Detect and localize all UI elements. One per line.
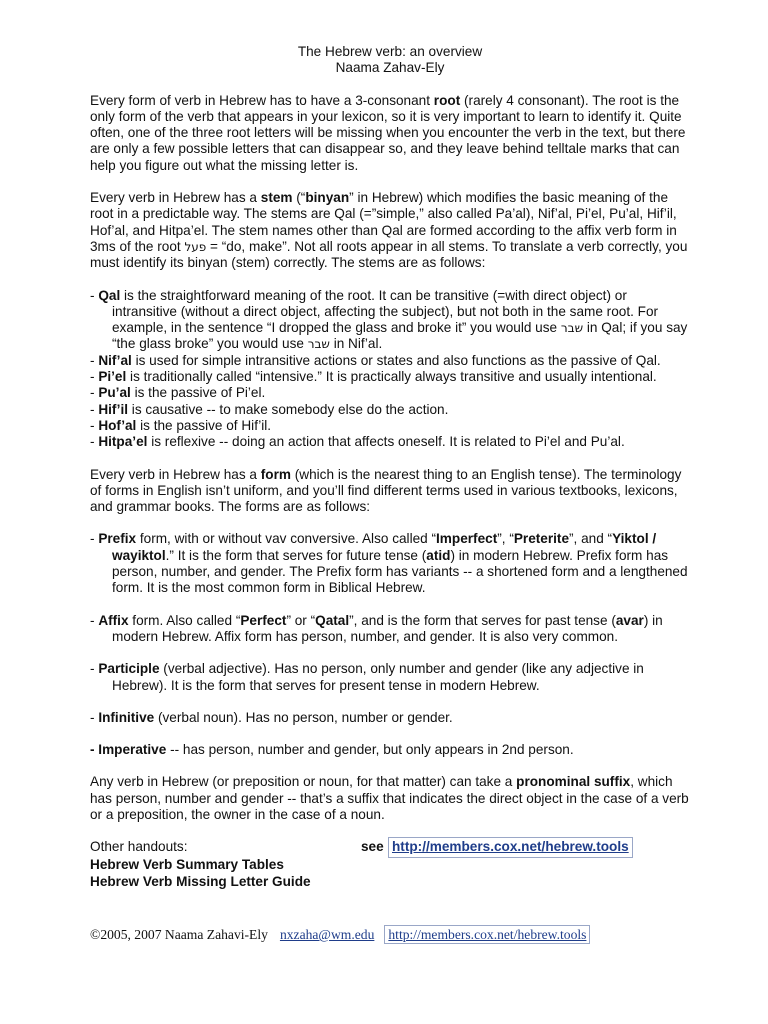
stem-item-pual: - Pu’al is the passive of Pi’el.: [90, 385, 266, 401]
form-item-affix: - Affix form. Also called “Perfect” or “Qatal”, and is the form that serves for past tense (avar) in modern Hebrew. Affix form has person, number, and gender. It is also very common.: [90, 612, 663, 644]
form-item-infinitive: - Infinitive (verbal noun). Has no person, number or gender.: [90, 709, 453, 725]
hebrew-shavar: שבר: [307, 337, 330, 352]
stem-item-hifil: - Hif’il is causative -- to make somebody else do the action.: [90, 401, 449, 417]
hebrew-tools-link[interactable]: http://members.cox.net/hebrew.tools: [388, 837, 633, 857]
copyright-text: ©2005, 2007 Naama Zahavi-Ely: [90, 927, 268, 942]
document-author: Naama Zahav-Ely: [335, 60, 445, 76]
stem-item-hofal: - Hof’al is the passive of Hif’il.: [90, 417, 272, 433]
handout-verb-summary-tables: Hebrew Verb Summary Tables: [90, 857, 284, 873]
root-paragraph: Every form of verb in Hebrew has to have a 3-consonant root (rarely 4 consonant). The root is the only form of the verb that appears in your lexicon, so it is very important to learn to identify it. Quite often, one of the three root letters will be missing when you encounter the verb in the text, but there are only a few possible letters that can disappear so, and they leave behind telltale marks that can help you figure out what the missing letter is.: [90, 92, 686, 173]
suffix-paragraph: Any verb in Hebrew (or preposition or noun, for that matter) can take a pronominal suffix, which has person, number and gender -- that’s a suffix that indicates the direct object in the case of a verb or a preposition, the owner in the case of a noun.: [90, 774, 689, 822]
form-item-participle: - Participle (verbal adjective). Has no person, only number and gender (like any adjective in Hebrew). It is the form that serves for present tense in modern Hebrew.: [90, 661, 644, 693]
stem-item-qal: - Qal is the straightforward meaning of the root. It can be transitive (=with direct object) or intransitive (without a direct object, affecting the subject), but not both in the same root. For example, in the sentence “I dropped the glass and broke it” you would use שבר in Qal; if you say “the glass broke” you would use שבר in Nif’al.: [90, 287, 688, 352]
document-body: [90, 44, 690, 890]
form-item-imperative: - Imperative -- has person, number and gender, but only appears in 2nd person.: [90, 742, 574, 758]
handout-missing-letter-guide: Hebrew Verb Missing Letter Guide: [90, 873, 311, 889]
other-handouts-row: [90, 839, 690, 857]
stem-item-nifal: - Nif’al is used for simple intransitive actions or states and also functions as the passive of Qal.: [90, 352, 661, 368]
hebrew-shavar: שבר: [560, 321, 584, 336]
stem-paragraph: Every verb in Hebrew has a stem (“binyan” in Hebrew) which modifies the basic meaning of the root in a predictable way. The stems are Qal (=”simple,” also called Pa’al), Nif’al, Pi’el, Pu’al, Hif’il, Hof’al, and Hitpa’el. The stem names other than Qal are formed according to the affix verb form in 3ms of the root פעל = “do, make”. Not all roots appear in all stems. To translate a verb correctly, you must identify its binyan (stem) correctly. The stems are as follows:: [90, 190, 688, 271]
footer-url-link[interactable]: http://members.cox.net/hebrew.tools: [384, 925, 590, 944]
other-handouts-label: Other handouts:: [90, 839, 188, 855]
stem-item-piel: - Pi’el is traditionally called “intensive.” It is practically always transitive and usually intentional.: [90, 369, 657, 385]
stem-item-hitpael: - Hitpa’el is reflexive -- doing an action that affects oneself. It is related to Pi’el and Pu’al.: [90, 434, 625, 450]
see-label: see: [361, 839, 384, 855]
email-link[interactable]: nxzaha@wm.edu: [279, 927, 375, 942]
stem-list: [90, 288, 690, 451]
form-paragraph: Every verb in Hebrew has a form (which is the nearest thing to an English tense). The terminology of forms in English isn’t uniform, and you’ll find different terms used in various textbooks, lexicons, and grammar books. The forms are as follows:: [90, 466, 682, 515]
footer: [90, 927, 590, 943]
form-item-prefix: - Prefix form, with or without vav conversive. Also called “Imperfect”, “Preterite”, and “Yiktol / wayiktol.” It is the form that serves for future tense (atid) in modern Hebrew. Prefix form has person, number, and gender. The Prefix form has variants -- a shortened form and a lengthened form. It is the most common form in Biblical Hebrew.: [90, 531, 688, 596]
document-title: The Hebrew verb: an overview: [297, 44, 483, 59]
hebrew-root-pal: פעל: [184, 239, 207, 254]
